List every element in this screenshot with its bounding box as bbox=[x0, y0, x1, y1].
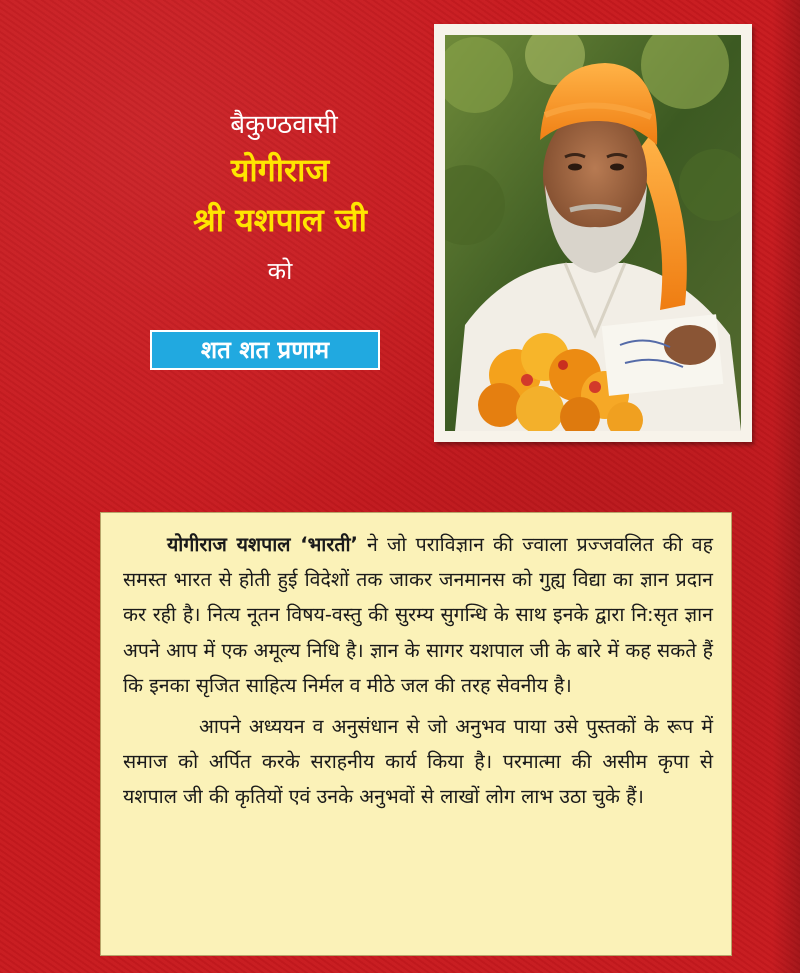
spine-shadow bbox=[772, 0, 800, 973]
pranam-banner: शत शत प्रणाम bbox=[150, 330, 380, 370]
description-paragraph-1 bbox=[123, 527, 713, 703]
dedication-name-line2: श्री यशपाल जी bbox=[193, 201, 367, 239]
portrait-photo bbox=[445, 35, 741, 431]
dedication-prefix: बैकुण्ठवासी bbox=[230, 110, 338, 140]
description-author-name: योगीराज यशपाल ‘भारती’ bbox=[167, 533, 358, 556]
dedication-heading bbox=[150, 105, 390, 293]
description-panel bbox=[100, 512, 732, 956]
dedication-name-line1: योगीराज bbox=[230, 151, 330, 189]
portrait-photo-frame bbox=[434, 24, 752, 442]
dedication-ko: को bbox=[267, 257, 293, 285]
description-paragraph-1-text: ने जो पराविज्ञान की ज्वाला प्रज्जवलित की वह समस्त भारत से होती हुई विदेशों तक जाकर जनमानस को गुह्य विद्या का ज्ञान प्रदान कर रही है। नित्य नूतन विषय-वस्तु की सुरम्य सुगन्धि के साथ इनके द्वारा नि:सृत ज्ञान अपने आप में एक अमूल्य निधि है। ज्ञान के सागर यशपाल जी के बारे में कह सकते हैं कि इनका सृजित साहित्य निर्मल व मीठे जल की तरह सेवनीय है। bbox=[123, 533, 713, 697]
description-paragraph-2: आपने अध्ययन व अनुसंधान से जो अनुभव पाया उसे पुस्तकों के रूप में समाज को अर्पित करके सराहनीय कार्य किया है। परमात्मा की असीम कृपा से यशपाल जी की कृतियों एवं उनके अनुभवों से लाखों लोग लाभ उठा चुके हैं। bbox=[123, 715, 713, 809]
